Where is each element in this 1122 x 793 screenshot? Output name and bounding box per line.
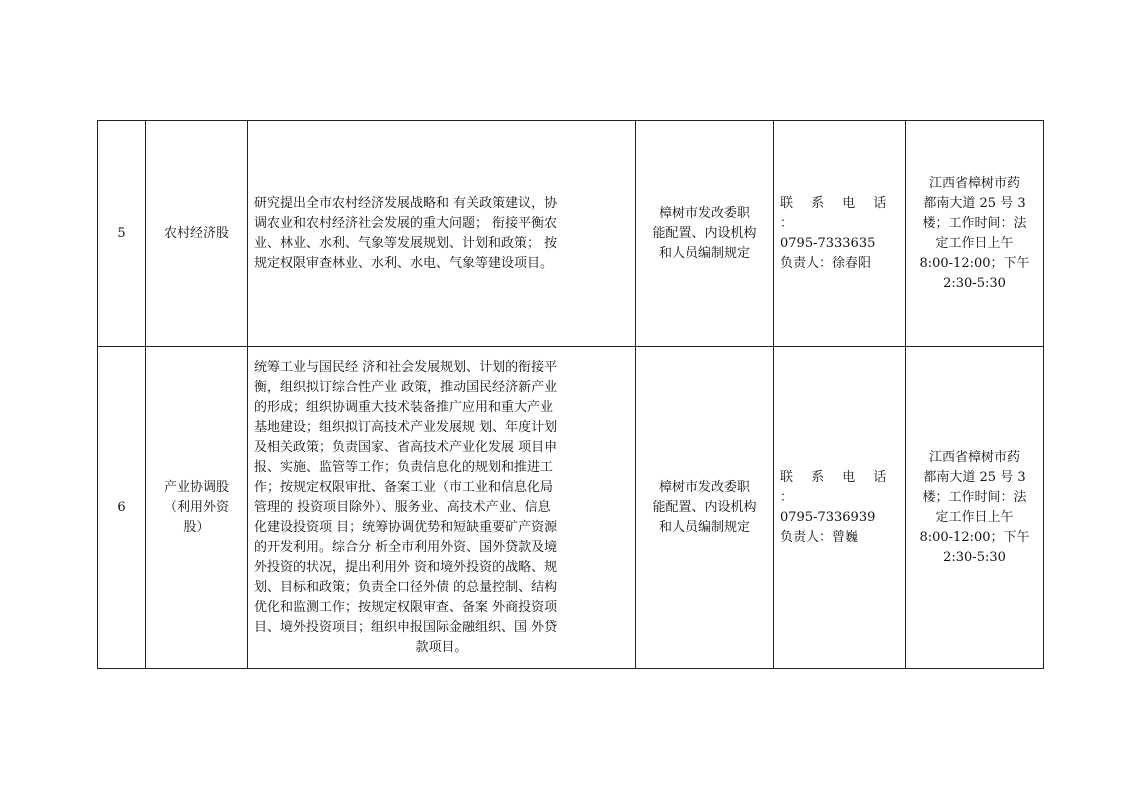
department-duties-table bbox=[97, 120, 1044, 669]
phone-number: 0795-7333635 bbox=[780, 235, 876, 251]
contact-info bbox=[774, 347, 906, 669]
department-name: 产业协调股 （利用外资 股） bbox=[146, 347, 248, 669]
duty-description: 研究提出全市农村经济发展战略和 有关政策建议，协 调农业和农村经济社会发展的重大问题； 衔接平衡农 业、林业、水利、气象等发展规划、计划和政策； 按 规定权限审查林业、水利、水电、气象等建设项目。 bbox=[248, 121, 636, 347]
contact-info bbox=[774, 121, 906, 347]
table-row bbox=[98, 347, 1044, 669]
legal-basis: 樟树市发改委职 能配置、内设机构 和人员编制规定 bbox=[636, 347, 774, 669]
duty-description: 统筹工业与国民经 济和社会发展规划、计划的衔接平 衡，组织拟订综合性产业 政策，推动国民经济新产业 的形成；组织协调重大技术装备推广应用和重大产业 基地建设；组织拟订高技术产业发展规 划、年度计划 及相关政策；负责国家、省高技术产业化发展 项目申 报、实施、监管等工作；负责信息化的规划和推进工 作；按规定权限审批、备案工业（市工业和信息化局 管理的 投资项目除外）、服务业、高技术产业、信息 化建设投资项 目；统筹协调优势和短缺重要矿产资源 的开发利用。综合分 析全市利用外资、国外贷款及境 外投资的状况，提出利用外 资和境外投资的战略、规 划、目标和政策；负责全口径外债 的总量控制、结构 优化和监测工作；按规定权限审查、备案 外商投资项 目、境外投资项目；组织申报国际金融组织、国 外贷 款项目。 bbox=[248, 347, 636, 669]
row-number: 5 bbox=[98, 121, 146, 347]
phone-label: 联 系 电 话 ： bbox=[780, 469, 894, 505]
address-and-hours: 江西省樟树市药 都南大道 25 号 3 楼；工作时间：法 定工作日上午 8:00-12:00；下午 2:30-5:30 bbox=[906, 347, 1044, 669]
phone-label: 联 系 电 话 ： bbox=[780, 195, 894, 231]
person-in-charge: 负责人：曾巍 bbox=[780, 529, 859, 545]
department-name: 农村经济股 bbox=[146, 121, 248, 347]
phone-number: 0795-7336939 bbox=[780, 509, 876, 525]
row-number: 6 bbox=[98, 347, 146, 669]
person-in-charge: 负责人：徐春阳 bbox=[780, 255, 872, 271]
legal-basis: 樟树市发改委职 能配置、内设机构 和人员编制规定 bbox=[636, 121, 774, 347]
address-and-hours: 江西省樟树市药 都南大道 25 号 3 楼；工作时间：法 定工作日上午 8:00-12:00；下午 2:30-5:30 bbox=[906, 121, 1044, 347]
table-row bbox=[98, 121, 1044, 347]
